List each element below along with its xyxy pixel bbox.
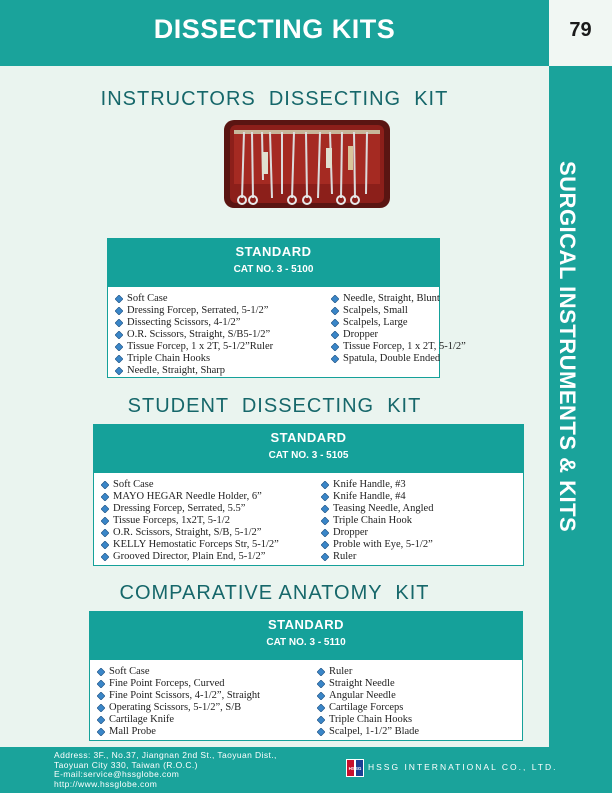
list-item (97, 702, 260, 714)
page-number: 79 (549, 0, 612, 66)
item-label: O.R. Scissors, Straight, S/B5-1/2” (127, 329, 271, 340)
diamond-bullet-icon (115, 331, 123, 339)
list-item (331, 293, 466, 305)
diamond-bullet-icon (115, 343, 123, 351)
diamond-bullet-icon (317, 716, 325, 724)
item-label: Scalpel, 1-1/2” Blade (329, 726, 420, 737)
diamond-bullet-icon (317, 728, 325, 736)
item-label: Triple Chain Hooks (329, 714, 413, 725)
diamond-bullet-icon (115, 355, 123, 363)
header-bar (0, 0, 549, 66)
item-label: Proble with Eye, 5-1/2” (333, 539, 433, 550)
instructors-kit-photo (222, 118, 392, 210)
list-item (331, 329, 466, 341)
diamond-bullet-icon (331, 331, 339, 339)
list-item (321, 491, 433, 503)
item-label: Teasing Needle, Angled (333, 503, 434, 514)
item-label: Scalpels, Large (343, 317, 408, 328)
list-item (115, 365, 273, 377)
item-label: Triple Chain Hook (333, 515, 412, 526)
items-left-column (97, 666, 260, 738)
item-label: Triple Chain Hooks (127, 353, 211, 364)
list-item (97, 726, 260, 738)
catalog-number: CAT NO. 3 - 5110 (266, 637, 346, 648)
item-label: MAYO HEGAR Needle Holder, 6” (113, 491, 262, 502)
item-label: Mall Probe (109, 726, 156, 737)
list-item (101, 491, 279, 503)
item-label: Knife Handle, #3 (333, 479, 406, 490)
diamond-bullet-icon (317, 692, 325, 700)
diamond-bullet-icon (115, 367, 123, 375)
catalog-number: CAT NO. 3 - 5105 (268, 450, 349, 461)
diamond-bullet-icon (331, 307, 339, 315)
list-item (321, 539, 433, 551)
list-item (101, 515, 279, 527)
list-item (115, 293, 273, 305)
list-item (317, 666, 419, 678)
item-label: Cartilage Forceps (329, 702, 404, 713)
diamond-bullet-icon (101, 505, 109, 513)
items-left-column (115, 293, 273, 377)
standard-label: STANDARD (270, 430, 347, 445)
spec-header (108, 239, 439, 287)
contact-block (54, 751, 277, 789)
diamond-bullet-icon (101, 517, 109, 525)
item-label: Tissue Forcep, 1 x 2T, 5-1/2” (343, 341, 466, 352)
items-left-column (101, 479, 279, 563)
list-item (331, 341, 466, 353)
address-line-2: Taoyuan City 330, Taiwan (R.O.C.) (54, 759, 198, 770)
item-label: Ruler (333, 551, 357, 562)
list-item (101, 551, 279, 563)
item-label: Soft Case (127, 293, 168, 304)
items-right-column (317, 666, 419, 738)
list-item (317, 726, 419, 738)
item-label: Tissue Forcep, 1 x 2T, 5-1/2”Ruler (127, 341, 274, 352)
diamond-bullet-icon (321, 541, 329, 549)
diamond-bullet-icon (331, 295, 339, 303)
catalog-number: CAT NO. 3 - 5100 (233, 264, 314, 275)
diamond-bullet-icon (97, 692, 105, 700)
list-item (101, 479, 279, 491)
list-item (97, 678, 260, 690)
list-item (115, 317, 273, 329)
spec-box-student-kit (93, 424, 524, 566)
diamond-bullet-icon (321, 493, 329, 501)
diamond-bullet-icon (317, 680, 325, 688)
item-label: Ruler (329, 666, 353, 677)
item-label: Dressing Forcep, Serrated, 5.5” (113, 503, 246, 514)
list-item (321, 527, 433, 539)
diamond-bullet-icon (115, 319, 123, 327)
list-item (321, 503, 433, 515)
diamond-bullet-icon (97, 680, 105, 688)
standard-label: STANDARD (235, 244, 312, 259)
diamond-bullet-icon (321, 481, 329, 489)
item-label: Angular Needle (329, 690, 396, 701)
list-item (97, 690, 260, 702)
item-label: Grooved Director, Plain End, 5-1/2” (113, 551, 266, 562)
list-item (115, 353, 273, 365)
section-title-comparative-anatomy-kit: COMPARATIVE ANATOMY KIT (119, 582, 430, 604)
list-item (331, 305, 466, 317)
logo-text: HSSG (348, 766, 362, 771)
list-item (317, 690, 419, 702)
items-right-column (331, 293, 466, 365)
email-text: E-mail:service@hssglobe.com (54, 769, 180, 779)
section-title-student-kit: STUDENT DISSECTING KIT (127, 395, 422, 417)
list-item (321, 551, 433, 563)
spec-box-comparative-anatomy-kit (89, 611, 523, 741)
sidebar-band (549, 66, 612, 747)
diamond-bullet-icon (321, 529, 329, 537)
list-item (115, 329, 273, 341)
list-item (115, 341, 273, 353)
spec-box-instructors-kit (107, 238, 466, 378)
diamond-bullet-icon (321, 505, 329, 513)
company-logo-icon (346, 759, 364, 777)
list-item (101, 539, 279, 551)
list-item (317, 678, 419, 690)
item-label: Soft Case (109, 666, 150, 677)
item-label: Fine Point Scissors, 4-1/2”, Straight (109, 690, 261, 701)
item-label: Knife Handle, #4 (333, 491, 406, 502)
company-name: HSSG INTERNATIONAL CO., LTD. (368, 762, 558, 772)
diamond-bullet-icon (321, 553, 329, 561)
diamond-bullet-icon (331, 343, 339, 351)
diamond-bullet-icon (97, 668, 105, 676)
diamond-bullet-icon (101, 529, 109, 537)
item-label: Scalpels, Small (343, 305, 408, 316)
list-item (317, 714, 419, 726)
diamond-bullet-icon (331, 319, 339, 327)
diamond-bullet-icon (101, 481, 109, 489)
item-label: Dropper (343, 329, 378, 340)
list-item (97, 714, 260, 726)
item-label: KELLY Hemostatic Forceps Str, 5-1/2” (113, 539, 279, 550)
item-label: Dissecting Scissors, 4-1/2” (127, 317, 241, 328)
item-label: Dropper (333, 527, 368, 538)
diamond-bullet-icon (115, 295, 123, 303)
list-item (331, 353, 466, 365)
section-title-instructors-kit: INSTRUCTORS DISSECTING KIT (100, 88, 449, 110)
diamond-bullet-icon (97, 716, 105, 724)
item-label: Soft Case (113, 479, 154, 490)
list-item (101, 503, 279, 515)
item-label: Dressing Forcep, Serrated, 5-1/2” (127, 305, 269, 316)
standard-label: STANDARD (268, 617, 344, 632)
sidebar-category-label: SURGICAL INSTRUMENTS & KITS (555, 161, 580, 533)
list-item (317, 702, 419, 714)
diamond-bullet-icon (101, 493, 109, 501)
item-label: Needle, Straight, Blunt (343, 293, 440, 304)
item-label: Cartilage Knife (109, 714, 175, 725)
list-item (331, 317, 466, 329)
diamond-bullet-icon (101, 541, 109, 549)
item-label: Spatula, Double Ended (343, 353, 441, 364)
diamond-bullet-icon (97, 704, 105, 712)
item-label: Straight Needle (329, 678, 395, 689)
list-item (97, 666, 260, 678)
item-label: Needle, Straight, Sharp (127, 365, 225, 376)
list-item (321, 515, 433, 527)
list-item (101, 527, 279, 539)
item-label: O.R. Scissors, Straight, S/B, 5-1/2” (113, 527, 262, 538)
footer-bar (0, 747, 612, 793)
diamond-bullet-icon (331, 355, 339, 363)
item-label: Tissue Forceps, 1x2T, 5-1/2 (113, 515, 230, 526)
list-item (321, 479, 433, 491)
diamond-bullet-icon (115, 307, 123, 315)
item-label: Operating Scissors, 5-1/2”, S/B (109, 702, 242, 713)
diamond-bullet-icon (317, 704, 325, 712)
diamond-bullet-icon (317, 668, 325, 676)
address-line-1: Address: 3F., No.37, Jiangnan 2nd St., Taoyuan Dist., (54, 750, 277, 760)
spec-header (94, 425, 523, 473)
list-item (115, 305, 273, 317)
diamond-bullet-icon (321, 517, 329, 525)
diamond-bullet-icon (101, 553, 109, 561)
spec-header (90, 612, 522, 660)
website-text: http://www.hssglobe.com (54, 778, 158, 789)
item-label: Fine Point Forceps, Curved (109, 678, 225, 689)
page-title: DISSECTING KITS (153, 14, 396, 44)
diamond-bullet-icon (97, 728, 105, 736)
items-right-column (321, 479, 433, 563)
